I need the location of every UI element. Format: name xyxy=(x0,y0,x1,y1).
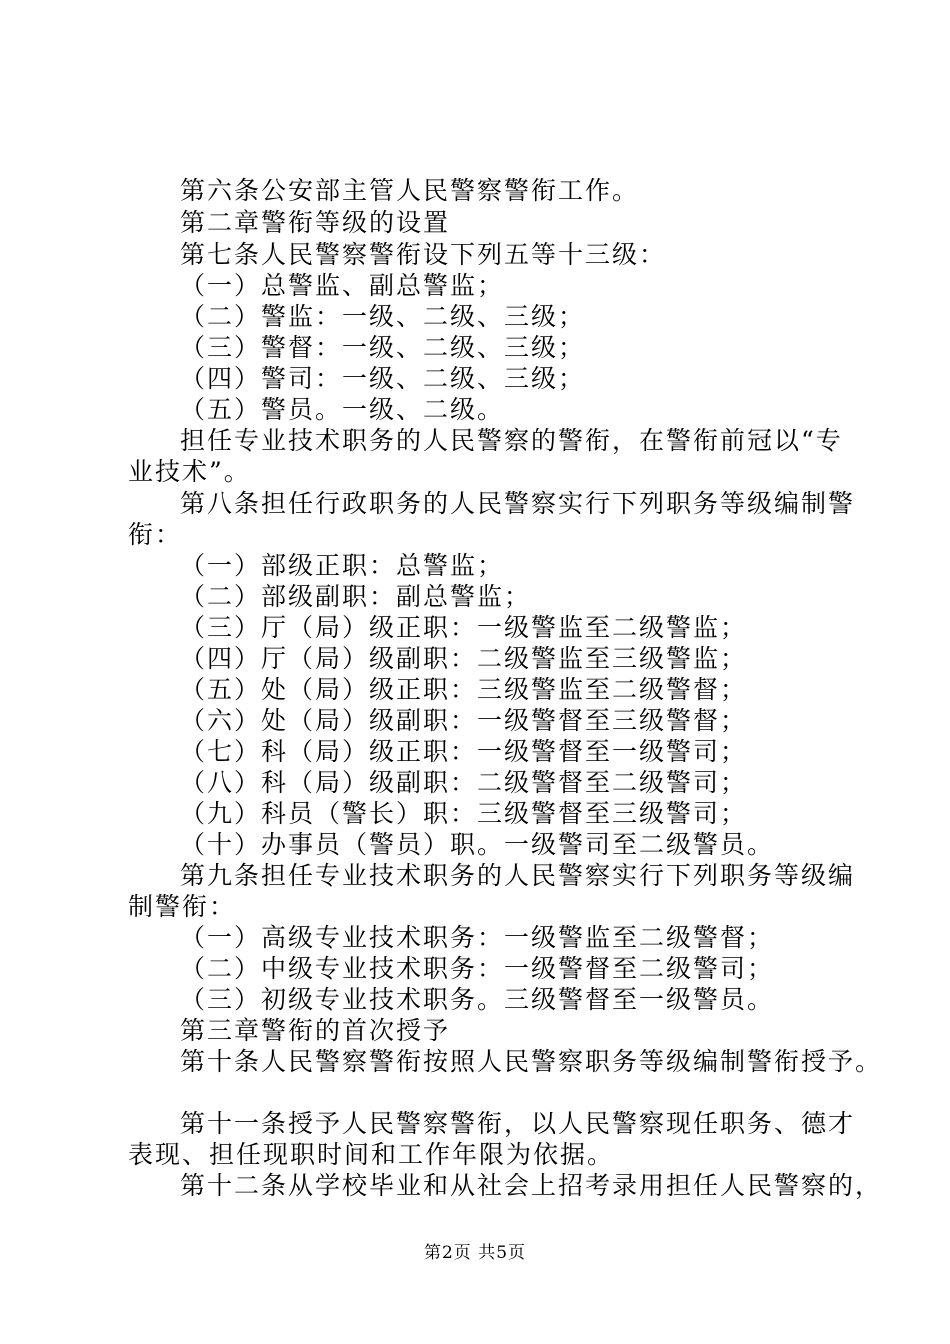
paragraph-line: 第六条公安部主管人民警察警衔工作。 xyxy=(180,176,640,205)
list-item: （一）部级正职：总警监； xyxy=(180,551,505,580)
list-item: （五）处（局）级正职：三级警监至二级警督； xyxy=(180,675,748,704)
list-item: （二）部级副职：副总警监； xyxy=(180,582,532,611)
list-item: （二）警监：一级、二级、三级； xyxy=(180,302,586,331)
page-number-footer: 第2页 共5页 xyxy=(423,1243,527,1263)
list-item: （十）办事员（警员）职。一级警司至二级警员。 xyxy=(180,830,775,859)
list-item: （四）厅（局）级副职：二级警监至三级警监； xyxy=(180,644,748,673)
paragraph-line: 第十条人民警察警衔按照人民警察职务等级编制警衔授予。 xyxy=(180,1047,883,1076)
list-item: （四）警司：一级、二级、三级； xyxy=(180,364,586,393)
paragraph-line: 担任专业技术职务的人民警察的警衔，在警衔前冠以“专 xyxy=(180,426,843,455)
list-item: （三）警督：一级、二级、三级； xyxy=(180,333,586,362)
list-item: （一）高级专业技术职务：一级警监至二级警督； xyxy=(180,923,775,952)
list-item: （一）总警监、副总警监； xyxy=(180,271,505,300)
paragraph-line: 第十一条授予人民警察警衔，以人民警察现任职务、德才 xyxy=(180,1109,856,1138)
paragraph-line: 第九条担任专业技术职务的人民警察实行下列职务等级编 xyxy=(180,861,856,890)
paragraph-line: 表现、担任现职时间和工作年限为依据。 xyxy=(128,1140,615,1169)
paragraph-line: 制警衔： xyxy=(128,892,237,921)
paragraph-line: 第八条担任行政职务的人民警察实行下列职务等级编制警 xyxy=(180,489,856,518)
list-item: （三）初级专业技术职务。三级警督至一级警员。 xyxy=(180,985,775,1014)
paragraph-line: 衔： xyxy=(128,520,183,549)
list-item: （三）厅（局）级正职：一级警监至二级警监； xyxy=(180,613,748,642)
list-item: （九）科员（警长）职：三级警督至三级警司； xyxy=(180,799,748,828)
list-item: （六）处（局）级副职：一级警督至三级警督； xyxy=(180,706,748,735)
list-item: （七）科（局）级正职：一级警督至一级警司； xyxy=(180,737,748,766)
list-item: （二）中级专业技术职务：一级警督至二级警司； xyxy=(180,954,775,983)
chapter-heading: 第三章警衔的首次授予 xyxy=(180,1016,451,1045)
list-item: （八）科（局）级副职：二级警督至二级警司； xyxy=(180,768,748,797)
paragraph-line: 业技术”。 xyxy=(128,457,251,486)
chapter-heading: 第二章警衔等级的设置 xyxy=(180,208,451,237)
paragraph-line: 第十二条从学校毕业和从社会上招考录用担任人民警察的， xyxy=(180,1171,883,1200)
list-item: （五）警员。一级、二级。 xyxy=(180,395,505,424)
paragraph-line: 第七条人民警察警衔设下列五等十三级： xyxy=(180,240,667,269)
